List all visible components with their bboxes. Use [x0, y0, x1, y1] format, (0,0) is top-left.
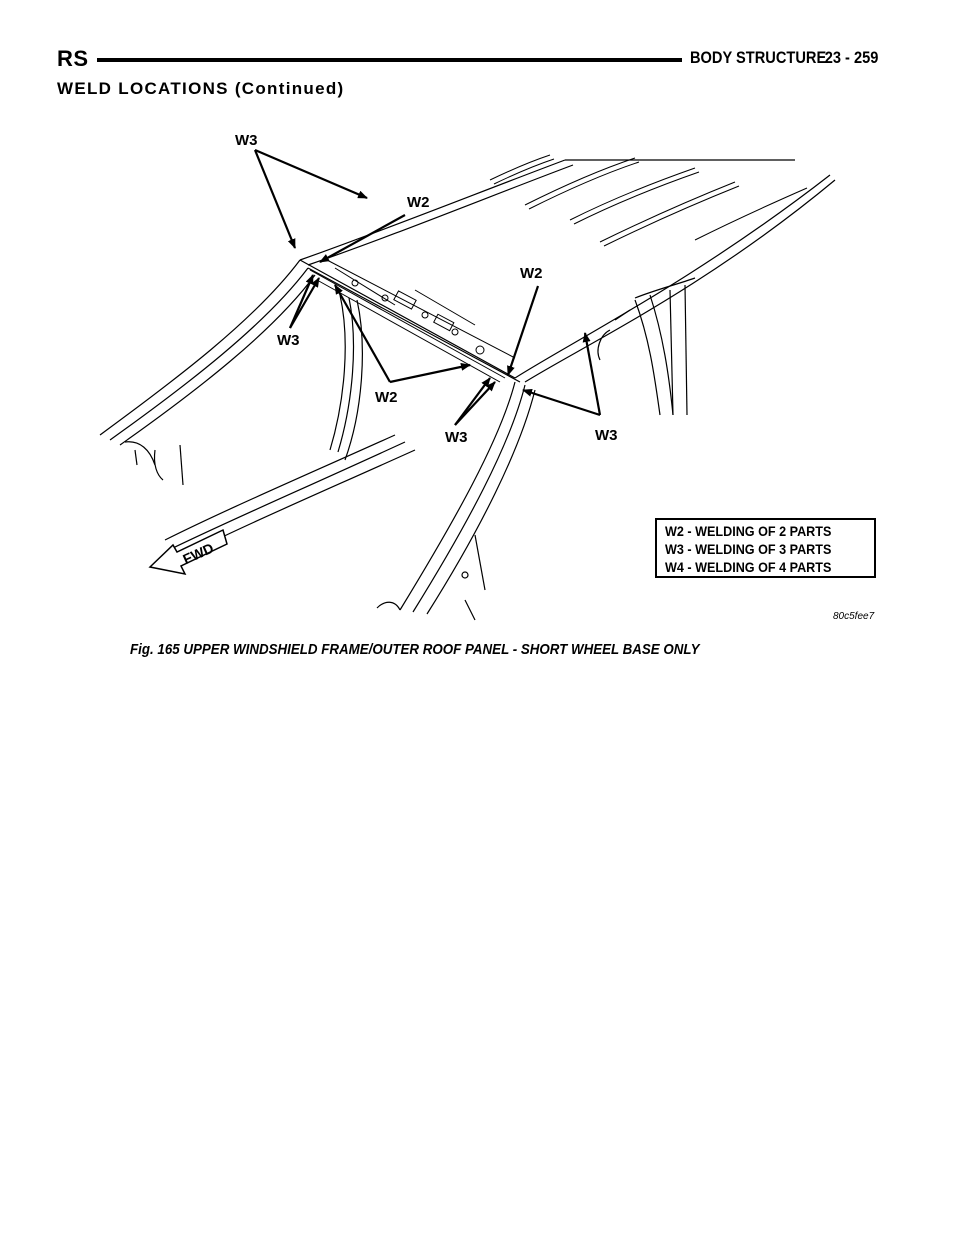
callout-labels — [235, 132, 618, 446]
page-header — [57, 44, 878, 74]
fwd-label: FWD — [180, 539, 217, 568]
legend-w2: W2 - WELDING OF 2 PARTS — [665, 523, 832, 539]
legend-w4: W4 - WELDING OF 4 PARTS — [665, 559, 832, 575]
figure-caption: Fig. 165 UPPER WINDSHIELD FRAME/OUTER ROOF PANEL - SHORT WHEEL BASE ONLY — [130, 642, 700, 658]
legend-w3: W3 - WELDING OF 3 PARTS — [665, 541, 832, 557]
callout-w3-left: W3 — [277, 332, 300, 349]
windshield-header — [310, 260, 515, 382]
callout-w2-upper-left: W2 — [407, 194, 430, 211]
callout-w3-bottom: W3 — [445, 429, 468, 446]
right-pillar — [377, 285, 687, 620]
callout-w2-lower: W2 — [375, 389, 398, 406]
header-page-number: 23 - 259 — [824, 48, 878, 67]
callout-w3-right: W3 — [595, 427, 618, 444]
callout-w3-top: W3 — [235, 132, 258, 149]
roof-ribs — [490, 155, 807, 246]
weld-legend — [655, 518, 876, 578]
header-section-code: RS — [57, 46, 89, 71]
figure-id: 80c5fee7 — [833, 611, 875, 622]
header-rule — [97, 58, 682, 62]
header-title: BODY STRUCTURE — [690, 48, 827, 67]
fwd-arrow — [150, 530, 227, 574]
section-title: WELD LOCATIONS (Continued) — [57, 79, 345, 98]
leader-lines — [255, 150, 600, 425]
callout-w2-upper-right: W2 — [520, 265, 543, 282]
roof-panel — [300, 160, 835, 382]
left-a-pillar — [100, 260, 415, 555]
